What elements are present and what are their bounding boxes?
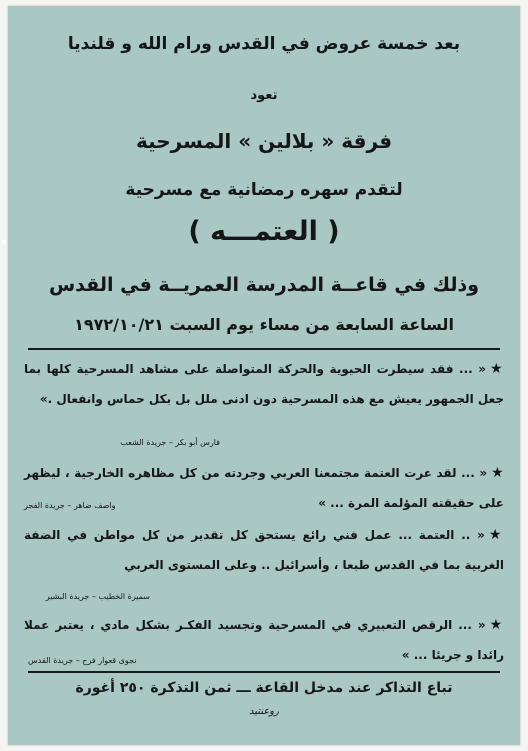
divider-bottom [28,671,500,673]
star-icon: ★ [491,465,504,481]
poster-sheet [8,6,520,745]
divider-top [28,348,500,350]
quote-block [24,520,504,580]
star-icon: ★ [488,527,504,543]
quote-text: « ... فقد سيطرت الحيوية والحركة المتواصلة على مشاهد المسرحية كلها بما جعل الجمهور يعيش مع هذه المسرحية دون ادنى ملل بل بكل حماس وانفعال .» [24,362,504,406]
venue-line: وذلك في قاعــة المدرسة العمريــة في القدس [48,274,480,296]
quote-source: فارس أبو بكر – جريدة الشعب [120,438,220,447]
star-icon: ★ [489,617,504,633]
heading-returns: تعود [250,88,278,103]
signature: روعنتيد [249,706,279,717]
date-time-line: الساعة السابعة من مساء يوم السبت ١٩٧٢/١٠/٢١ [74,315,454,334]
ticket-info: تباع التذاكر عند مدخل القاعة ـــ ثمن التذكرة ٢٥٠ أغورة [75,680,453,696]
quote-source: واصف ضاهر – جريدة الفجر [24,501,116,510]
heading-ramadan-evening: لتقدم سهره رمضانية مع مسرحية [125,180,403,200]
play-title: ( العتمـــه ) [188,216,340,247]
scan-mark [2,240,6,244]
heading-performances: بعد خمسة عروض في القدس ورام الله و قلنديا [67,34,461,54]
quote-text: « .. العتمة ... عمل فني رائع يستحق كل تقدير من كل مواطن في الضفة الغربية بما في القدس طبعا ، وأسرائيل .. وعلى المستوى العربي [24,528,504,572]
quote-source: نجوى قعوار فرح – جريدة القدس [28,656,137,665]
quote-block [24,354,504,414]
heading-troupe-name: فرقة « بلالين » المسرحية [135,129,393,153]
star-icon: ★ [490,361,504,377]
quote-text: « ... الرقص التعبيري في المسرحية وتجسيد الفكـر بشكل مادي ، يعتبر عملا رائدا و جريئا ... » [24,618,504,662]
quote-text: « ... لقد عرت العتمة مجتمعنا العربي وجردته من كل مظاهره الخارجية ، ليظهر على حقيقته المؤلمة المرة ... » [24,466,504,510]
quote-source: سميرة الخطيب – جريدة البشير [45,592,150,601]
